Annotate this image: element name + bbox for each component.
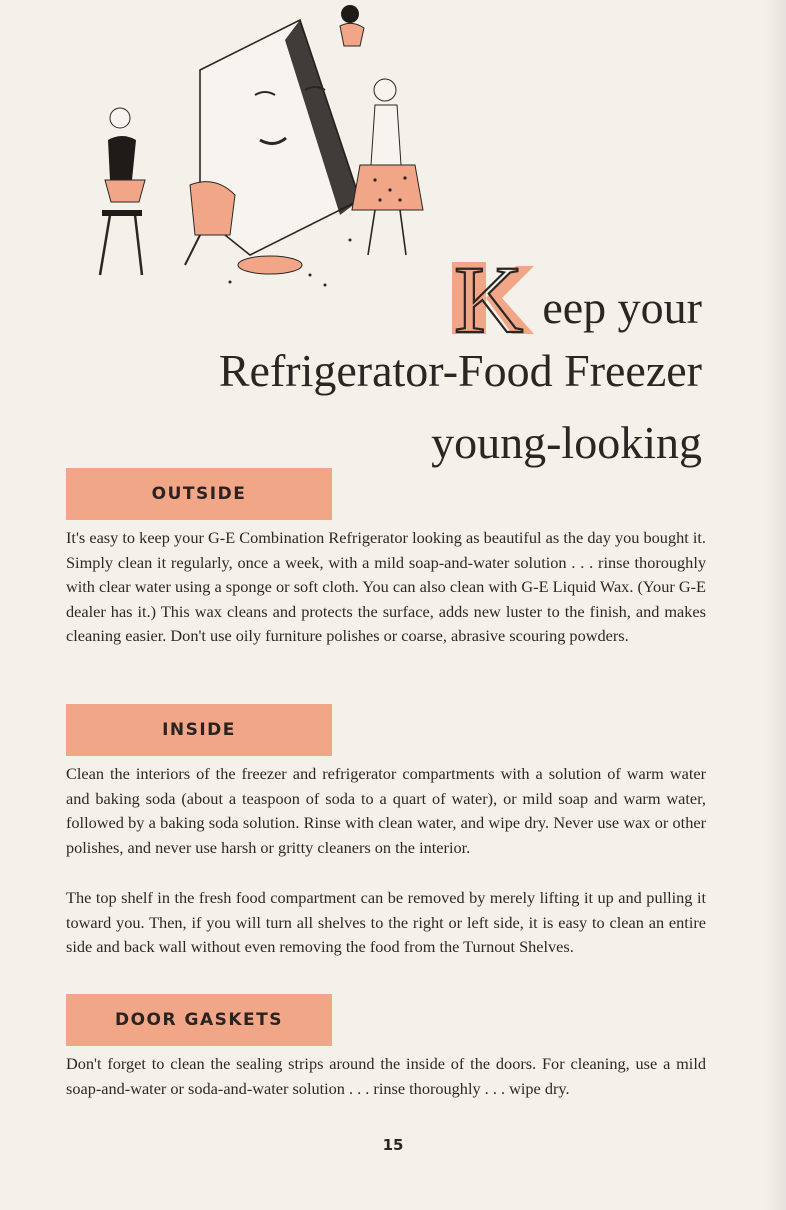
section-heading-label: INSIDE [162, 720, 236, 740]
title-line-2: Refrigerator-Food Freezer [218, 345, 702, 396]
inside-paragraph-2: The top shelf in the fresh food compartment can be removed by merely lifting it up and pulling it toward you. Then, if you will turn all shelves to the right or left side, it is easy to clean an entire side and back wall without even removing the food from the Turnout Shelves. [66, 888, 706, 956]
outside-paragraph: It's easy to keep your G-E Combination Refrigerator looking as beautiful as the day you bought it. Simply clean it regularly, once a week, with a mild soap-and-water solution . . . rinse thoroughly with clear water using a sponge or soft cloth. You can also clean with G-E Liquid Wax. (Your G-E dealer has it.) This wax cleans and protects the surface, adds new luster to the finish, and makes cleaning easier. Don't use oily furniture polishes or coarse, abrasive scouring powders. [66, 528, 706, 645]
section-heading-label: DOOR GASKETS [114, 1010, 283, 1030]
page-number: 15 [382, 1136, 404, 1154]
dropcap-letter [450, 252, 538, 336]
door-gaskets-paragraph: Don't forget to clean the sealing strips around the inside of the doors. For cleaning, use a mild soap-and-water or soda-and-water solution . . . rinse thoroughly . . . wipe dry. [66, 1054, 706, 1098]
inside-paragraph-1: Clean the interiors of the freezer and refrigerator compartments with a solution of warm water and baking soda (about a teaspoon of soda to a quart of water), or mild soap and warm water, followed by a baking soda solution. Rinse with clean water, and wipe dry. Never use wax or other polishes, and never use harsh or gritty cleaners on the interior. [66, 764, 706, 857]
page-edge-shadow [764, 0, 786, 1210]
section-heading-inside [66, 704, 332, 756]
title-line-1 [219, 244, 702, 336]
title-line-1-rest: eep your [542, 282, 702, 333]
svg-text:K: K [454, 252, 524, 336]
title-line-3: young-looking [431, 417, 702, 468]
page-title [219, 244, 702, 472]
section-heading-outside [66, 468, 332, 520]
section-heading-label: OUTSIDE [151, 484, 247, 504]
section-heading-door-gaskets [66, 994, 332, 1046]
